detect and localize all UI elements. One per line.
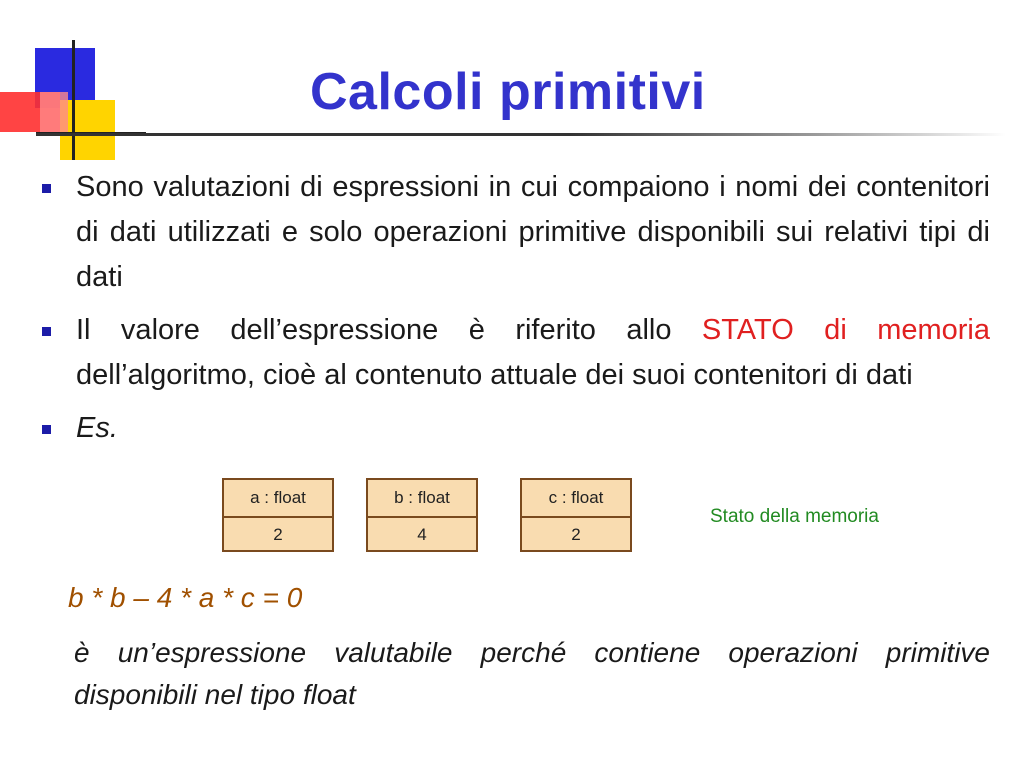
bullet-text-highlight: STATO di memoria	[701, 314, 990, 346]
bullet-text: Sono valutazioni di espressioni in cui compaiono i nomi dei contenitori di dati utilizzati e solo operazioni primitive disponibili sui relativi tipi di dati	[76, 171, 990, 293]
bullet-text-pre: Il valore dell’espressione è riferito allo	[76, 314, 702, 346]
memory-cell-value: 4	[417, 525, 427, 544]
bullet-square-icon	[42, 425, 51, 434]
bullet-item	[40, 406, 990, 451]
memory-cell-header: b : float	[368, 480, 476, 518]
memory-state-label: Stato della memoria	[710, 506, 879, 527]
bullet-square-icon	[42, 184, 51, 193]
title-underline	[36, 133, 1006, 136]
memory-cell-value: 2	[273, 525, 283, 544]
bullet-text-example: Es.	[76, 412, 118, 444]
bullet-list	[40, 165, 990, 451]
slide-title: Calcoli primitivi	[310, 63, 706, 121]
example-expression: b * b – 4 * a * c = 0	[68, 582, 303, 613]
slide-logo-decoration	[0, 0, 160, 170]
memory-cell-header: c : float	[522, 480, 630, 518]
bullet-item	[40, 165, 990, 300]
bullet-text-post: dell’algoritmo, cioè al contenuto attuale dei suoi contenitori di dati	[76, 359, 913, 391]
memory-cell-a	[222, 478, 334, 552]
memory-cell-value: 2	[571, 525, 581, 544]
memory-cell-b	[366, 478, 478, 552]
expression-note: è un’espressione valutabile perché contiene operazioni primitive disponibili nel tipo float	[74, 637, 990, 710]
bullet-item	[40, 308, 990, 398]
bullet-square-icon	[42, 327, 51, 336]
memory-cell-header: a : float	[224, 480, 332, 518]
memory-cell-c	[520, 478, 632, 552]
